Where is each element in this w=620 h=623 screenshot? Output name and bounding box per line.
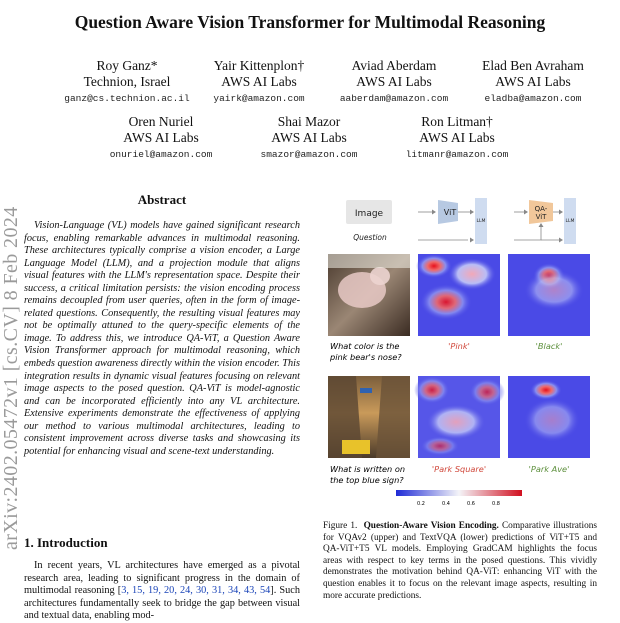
author-block: [382, 114, 532, 160]
qavit-label-bottom: ViT: [535, 213, 547, 221]
author-name: Elad Ben Avraham: [482, 58, 584, 73]
taxi: [342, 440, 370, 454]
author-affiliation: AWS AI Labs: [271, 130, 347, 145]
qavit-answer-2: 'Park Ave': [528, 464, 570, 474]
caption-title: Question-Aware Vision Encoding.: [363, 521, 499, 531]
author-email[interactable]: ganz@cs.technion.ac.il: [64, 93, 190, 104]
intro-text: ]. Such architectures fundamentally seek to bridge the gap between visual and textual data, enabling mod-: [24, 585, 301, 622]
author-email[interactable]: aaberdam@amazon.com: [339, 93, 449, 104]
heat-spot: [524, 270, 584, 310]
author-name: Aviad Aberdam: [351, 58, 437, 73]
author-affiliation: AWS AI Labs: [123, 130, 199, 145]
author-affiliation: AWS AI Labs: [419, 130, 495, 145]
vit-label: ViT: [443, 208, 457, 217]
author-name: Ron Litman†: [421, 114, 493, 129]
figure-1: [322, 190, 604, 512]
author-email[interactable]: smazor@amazon.com: [260, 149, 358, 160]
heat-spot: [420, 284, 472, 320]
paper-title: Question Aware Vision Transformer for Multimodal Reasoning: [74, 12, 546, 32]
building-right: [376, 376, 410, 458]
author-block: [319, 58, 469, 104]
arxiv-stamp: [0, 130, 22, 550]
bear-head: [370, 267, 390, 285]
author-email[interactable]: eladba@amazon.com: [484, 93, 582, 104]
author-name: Roy Ganz*: [96, 58, 158, 73]
heat-spot: [530, 380, 562, 400]
question-1-line-1: What color is the: [330, 341, 400, 351]
section-heading: 1. Introduction: [24, 535, 108, 550]
intro-paragraph: [24, 560, 300, 623]
heat-spot: [420, 436, 460, 456]
author-email[interactable]: litmanr@amazon.com: [405, 149, 509, 160]
author-affiliation: AWS AI Labs: [356, 74, 432, 89]
author-block: [458, 58, 608, 104]
blue-sign: [360, 388, 372, 393]
arrow-head: [559, 210, 563, 215]
heat-spot: [426, 404, 486, 440]
author-block: [184, 58, 334, 104]
author-name: Shai Mazor: [277, 114, 341, 129]
llm-label: LLM: [476, 219, 486, 224]
author-name: Oren Nuriel: [128, 114, 194, 129]
arrow-head: [539, 223, 544, 227]
caption-text: Comparative illustrations for VQAv2 (upper) and TextVQA (lower) predictions of ViT+T5 and QA-ViT+T5 VL models. Employing GradCAM highlights the focus areas with respect to key terms in the posed questions. This vividly demonstrates the motivation behind QA-ViT: enhancing ViT with the question enables it to focus on the relevant image aspects, resulting in more accurate predictions.: [323, 521, 597, 601]
question-input-label: Question: [353, 233, 387, 242]
colorbar-tick: 0.4: [442, 501, 450, 507]
arxiv-stamp-svg: [0, 130, 22, 550]
author-name: Yair Kittenplon†: [213, 58, 305, 73]
intro-text: In recent years, VL architectures have emerged as a pivotal research area, leading to significant progress in the domain of multimodal reasoning [: [24, 560, 300, 597]
vit-answer-1: 'Pink': [448, 341, 470, 351]
colorbar-tick: 0.8: [492, 501, 500, 507]
citation-links[interactable]: 3, 15, 19, 20, 24, 30, 31, 34, 43, 54: [121, 585, 271, 597]
question-2-line-2: the top blue sign?: [330, 475, 404, 485]
abstract-text: Vision-Language (VL) models have gained significant research focus, enabling remarkable advances in multimodal reasoning. These architectures typically comprise a vision encoder, a Large Language Model (LLM), and a projection module that aligns visual features with the LLM's representation space. Despite their success, a critical limitation persists: the vision encoding process remains decoupled from user queries, often in the form of image-related questions. Consequently, the resulting visual features may not be optimally attuned to the query-specific elements of the image. To address this, we introduce QA-ViT, a Question Aware Vision Transformer approach for multimodal reasoning, which embeds question awareness directly within the vision encoder. This integration results in dynamic visual features focusing on relevant image aspects to the posed question. QA-ViT is model-agnostic and can be incorporated efficiently into any VL architecture. Extensive experiments demonstrate the effectiveness of applying our method to various multimodal architectures, leading to consistent improvement across diverse tasks and showcasing its potential for enhancing visual and scene-text understanding.: [24, 220, 300, 457]
author-affiliation: AWS AI Labs: [495, 74, 571, 89]
question-2-line-1: What is written on: [330, 464, 406, 474]
author-affiliation: AWS AI Labs: [221, 74, 297, 89]
arrow-head: [432, 210, 436, 215]
colorbar: [396, 490, 522, 496]
author-block: [52, 58, 202, 104]
llm-label: LLM: [565, 219, 575, 224]
arrow-head: [470, 210, 474, 215]
author-block: [86, 114, 236, 160]
question-1-line-2: pink bear's nose?: [330, 352, 402, 362]
colorbar-tick: 0.6: [467, 501, 475, 507]
window-light: [328, 254, 410, 268]
arrow-head: [524, 210, 528, 215]
author-block: [234, 114, 384, 160]
abstract-heading: Abstract: [137, 192, 187, 207]
qavit-label-top: QA-: [534, 205, 548, 213]
arrow-head: [470, 238, 474, 243]
heat-spot: [414, 376, 450, 404]
arrow-head: [559, 238, 563, 243]
author-email[interactable]: yairk@amazon.com: [213, 93, 305, 104]
caption-label: Figure 1.: [323, 521, 358, 531]
image-input-label: Image: [354, 209, 384, 219]
figure-caption: [323, 521, 597, 602]
colorbar-tick: 0.2: [417, 501, 425, 507]
arxiv-stamp-text: arXiv:2402.05472v1 [cs.CV] 8 Feb 2024: [0, 206, 22, 550]
heat-spot: [524, 398, 580, 442]
heat-spot: [416, 254, 452, 278]
qavit-answer-1: 'Black': [535, 341, 563, 351]
heat-spot: [469, 378, 505, 406]
question-to-qavit-arrow: [514, 226, 541, 240]
author-email[interactable]: onuriel@amazon.com: [109, 149, 213, 160]
vit-answer-2: 'Park Square': [431, 464, 487, 474]
author-affiliation: Technion, Israel: [83, 74, 171, 89]
